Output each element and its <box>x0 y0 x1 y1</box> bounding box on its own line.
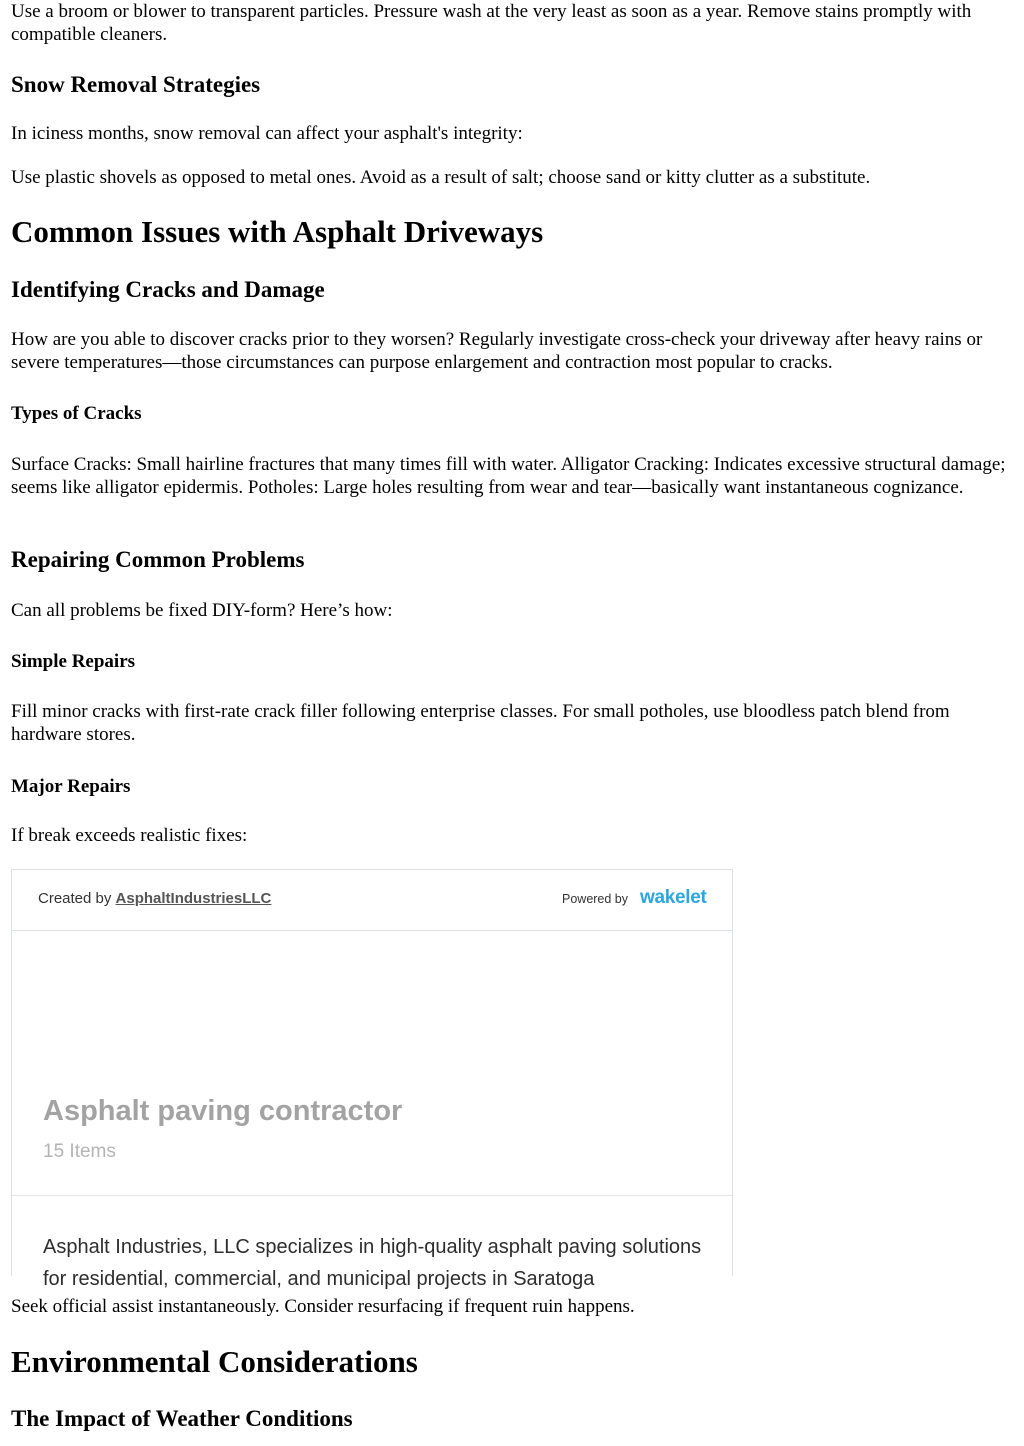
created-by-prefix: Created by <box>38 890 112 907</box>
repairing-problems-heading: Repairing Common Problems <box>11 547 305 572</box>
created-by-label <box>38 890 271 908</box>
snow-removal-heading: Snow Removal Strategies <box>11 72 261 97</box>
collection-title[interactable]: Asphalt paving contractor <box>43 1095 403 1127</box>
identifying-cracks-heading: Identifying Cracks and Damage <box>11 277 325 302</box>
weather-impact-heading: The Impact of Weather Conditions <box>11 1406 353 1431</box>
repairing-intro-paragraph: Can all problems be fixed DIY-form? Here’s how: <box>11 600 393 621</box>
snow-tips-paragraph: Use plastic shovels as opposed to metal ones. Avoid as a result of salt; choose sand or kitty clutter as a substitute. <box>11 167 871 188</box>
collection-description: Asphalt Industries, LLC specializes in high-quality asphalt paving solutions for residential, commercial, and municipal projects in Saratoga <box>43 1236 702 1290</box>
identifying-cracks-paragraph: How are you able to discover cracks prior to they worsen? Regularly investigate cross-check your driveway after heavy rains or severe temperatures—those circumstances can purpose enlargement and contraction most popular to cracks. <box>11 329 983 373</box>
embed-divider <box>12 1195 732 1196</box>
types-of-cracks-paragraph: Surface Cracks: Small hairline fractures that many times fill with water. Alligator Cracking: Indicates excessive structural damage; seems like alligator epidermis. Potholes: Large holes resulting from wear and tear—basically want instantaneous cognizance. <box>11 454 1006 498</box>
snow-intro-paragraph: In iciness months, snow removal can affect your asphalt's integrity: <box>11 123 523 144</box>
embed-header <box>12 870 732 931</box>
powered-by-label: Powered by <box>562 892 629 906</box>
maintenance-paragraph: Use a broom or blower to transparent particles. Pressure wash at the very least as soon as a year. Remove stains promptly with compatible cleaners. <box>11 1 972 45</box>
creator-link[interactable]: AsphaltIndustriesLLC <box>115 890 272 907</box>
types-of-cracks-heading: Types of Cracks <box>11 403 142 424</box>
wakelet-embed[interactable] <box>11 869 733 1290</box>
collection-item-count: 15 Items <box>43 1141 116 1162</box>
simple-repairs-heading: Simple Repairs <box>11 651 136 672</box>
simple-repairs-paragraph: Fill minor cracks with first-rate crack filler following enterprise classes. For small potholes, use bloodless patch blend from hardware stores. <box>11 701 950 745</box>
seek-help-paragraph: Seek official assist instantaneously. Consider resurfacing if frequent ruin happens. <box>11 1296 635 1317</box>
major-repairs-heading: Major Repairs <box>11 776 131 797</box>
common-issues-heading: Common Issues with Asphalt Driveways <box>11 214 544 249</box>
wakelet-logo[interactable]: wakelet <box>640 887 707 908</box>
major-repairs-paragraph: If break exceeds realistic fixes: <box>11 825 248 846</box>
environmental-heading: Environmental Considerations <box>11 1344 418 1379</box>
